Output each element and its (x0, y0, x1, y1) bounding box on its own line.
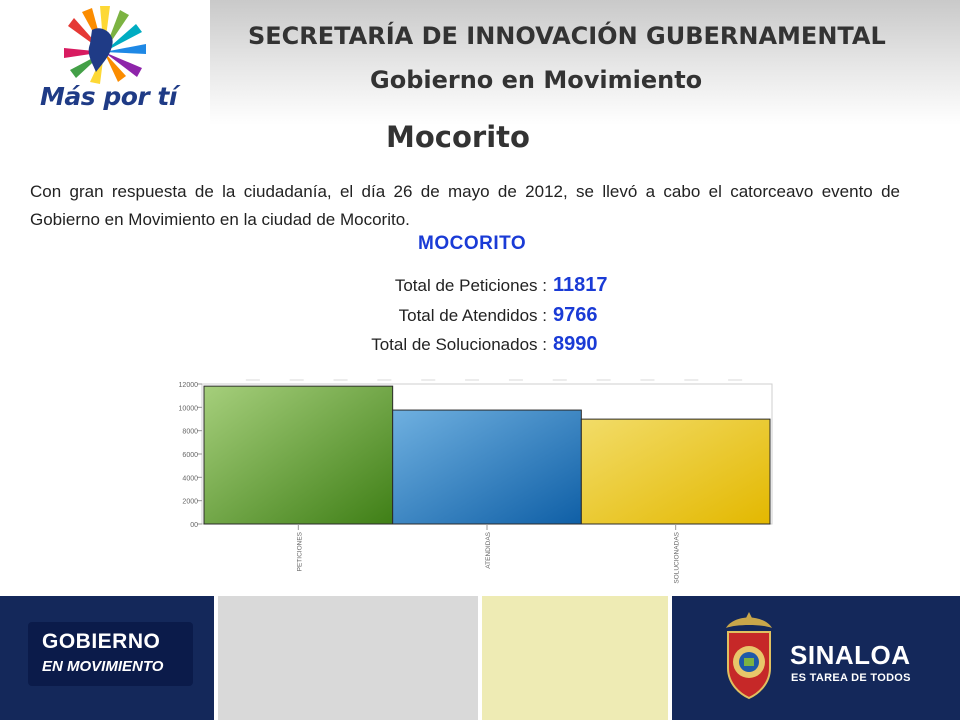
logo-text: Más por tí (40, 82, 177, 111)
program-subtitle: Gobierno en Movimiento (370, 66, 703, 94)
mas-por-ti-logo (0, 0, 210, 125)
summary-title: MOCORITO (418, 233, 527, 254)
x-tick-label: ATENDIDAS (485, 532, 492, 569)
summary-row-peticiones (395, 274, 615, 297)
footer-panel-cream (482, 596, 668, 720)
sinaloa-title: SINALOA (790, 640, 911, 670)
intro-paragraph: Con gran respuesta de la ciudadanía, el día 26 de mayo de 2012, se llevó a cabo el catorceavo evento de Gobierno en Movimiento en la ciudad de Mocorito. (30, 182, 900, 229)
summary-label: Total de Peticiones : (394, 276, 547, 295)
y-tick-label: 00 (190, 522, 198, 529)
badge-line2: EN MOVIMIENTO (42, 658, 164, 675)
y-tick-label: 8000 (182, 428, 198, 436)
bar-peticiones (204, 386, 393, 524)
department-title: SECRETARÍA DE INNOVACIÓN GUBERNAMENTAL (248, 22, 886, 50)
y-tick-label: 6000 (182, 452, 198, 459)
x-tick-label: SOLUCIONADAS (673, 532, 681, 584)
summary-value: 11817 (553, 274, 608, 296)
summary-row-solucionados (371, 333, 615, 356)
page-title: Mocorito (386, 120, 530, 154)
y-tick-label: 2000 (182, 498, 198, 506)
gobierno-en-movimiento-badge (28, 622, 193, 686)
summary-label: Total de Solucionados : (371, 335, 547, 354)
sinaloa-subtitle: ES TAREA DE TODOS (791, 672, 911, 684)
summary-value: 8990 (553, 333, 598, 355)
sinaloa-coat-of-arms-icon (718, 610, 780, 702)
summary-label: Total de Atendidos : (398, 306, 547, 325)
footer-panel-gray (218, 596, 478, 720)
y-tick-label: 10000 (178, 405, 198, 413)
badge-line1: GOBIERNO (42, 630, 161, 653)
summary-value: 9766 (553, 304, 598, 326)
bar-solucionadas (581, 419, 770, 524)
summary-row-atendidos (399, 304, 615, 327)
x-tick-label: PETICIONES (296, 532, 304, 572)
bar-chart (160, 368, 780, 593)
y-tick-label: 4000 (182, 475, 198, 483)
bar-atendidas (393, 410, 582, 524)
y-tick-label: 12000 (178, 382, 198, 389)
